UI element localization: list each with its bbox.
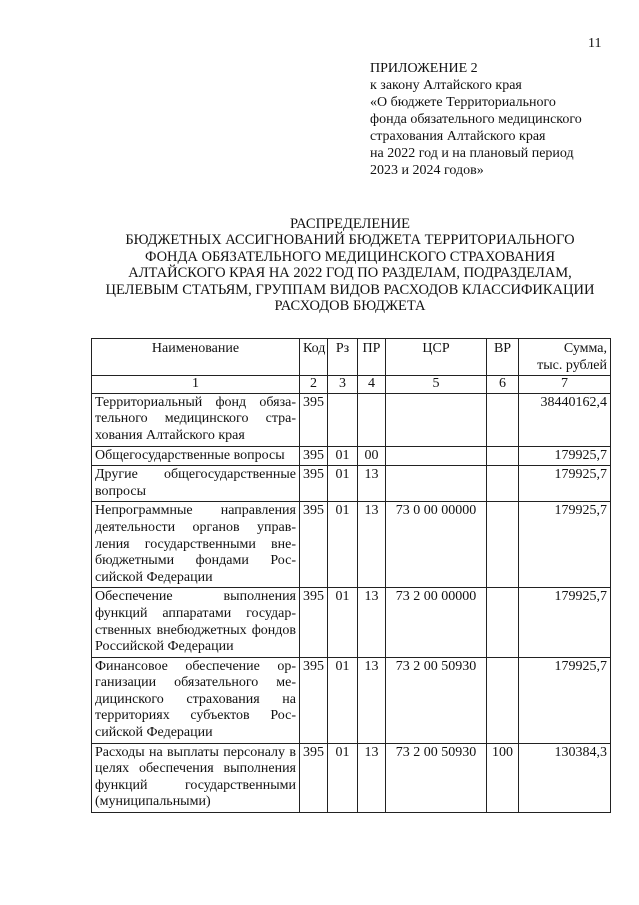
table-row (92, 502, 611, 588)
cell-pr: 13 (358, 657, 386, 743)
cell-pr (358, 393, 386, 446)
header-sum (519, 339, 611, 376)
cell-code: 395 (300, 588, 328, 657)
cell-name: Обеспечение выполнения функций аппаратами государственных внебюджетных фондов Российской Федерации (92, 588, 300, 657)
header-name: Наименование (92, 339, 300, 376)
document-title (60, 216, 639, 314)
cell-code: 395 (300, 502, 328, 588)
cell-rz: 01 (328, 588, 358, 657)
cell-csr (386, 466, 487, 502)
table-row (92, 393, 611, 446)
cell-csr: 73 2 00 00000 (386, 588, 487, 657)
cell-pr: 13 (358, 502, 386, 588)
header-vr: ВР (487, 339, 519, 376)
table-body (92, 393, 611, 812)
cell-pr: 13 (358, 466, 386, 502)
title-line: БЮДЖЕТНЫХ АССИГНОВАНИЙ БЮДЖЕТА ТЕРРИТОРИАЛЬНОГО (125, 232, 575, 249)
title-line: ФОНДА ОБЯЗАТЕЛЬНОГО МЕДИЦИНСКОГО СТРАХОВАНИЯ (144, 248, 556, 265)
cell-rz: 01 (328, 743, 358, 812)
cell-rz (328, 393, 358, 446)
column-number: 7 (519, 376, 611, 394)
header-pr: ПР (358, 339, 386, 376)
appendix-line: 2023 и 2024 годов» (370, 163, 484, 178)
cell-pr: 13 (358, 743, 386, 812)
table-row (92, 657, 611, 743)
cell-csr: 73 0 00 00000 (386, 502, 487, 588)
table-header-row (92, 339, 611, 376)
appendix-header (370, 60, 620, 179)
column-number: 6 (487, 376, 519, 394)
cell-rz: 01 (328, 466, 358, 502)
title-line: АЛТАЙСКОГО КРАЯ НА 2022 ГОД ПО РАЗДЕЛАМ, ПОДРАЗДЕЛАМ, (128, 265, 572, 282)
appendix-line: «О бюджете Территориального (370, 95, 556, 110)
cell-sum: 38440162,4 (519, 393, 611, 446)
header-sum-line1: Сумма, (563, 341, 607, 356)
header-code: Код (300, 339, 328, 376)
column-number-row (92, 376, 611, 394)
header-rz: Рз (328, 339, 358, 376)
cell-sum: 179925,7 (519, 446, 611, 466)
title-line: РАСХОДОВ БЮДЖЕТА (274, 298, 426, 315)
column-number: 3 (328, 376, 358, 394)
cell-vr (487, 466, 519, 502)
table-row (92, 588, 611, 657)
cell-csr: 73 2 00 50930 (386, 743, 487, 812)
cell-sum: 179925,7 (519, 588, 611, 657)
cell-rz: 01 (328, 502, 358, 588)
cell-sum: 179925,7 (519, 502, 611, 588)
cell-vr (487, 446, 519, 466)
cell-vr (487, 393, 519, 446)
cell-code: 395 (300, 466, 328, 502)
cell-vr: 100 (487, 743, 519, 812)
table-row (92, 466, 611, 502)
cell-csr (386, 393, 487, 446)
cell-name: Территориальный фонд обязательного медицинского страхования Алтайского края (92, 393, 300, 446)
appendix-line: страхования Алтайского края (370, 129, 546, 144)
cell-csr (386, 446, 487, 466)
column-number: 2 (300, 376, 328, 394)
table-row (92, 446, 611, 466)
appendix-line: на 2022 год и на плановый период (370, 146, 574, 161)
appendix-line: фонда обязательного медицинского (370, 112, 582, 127)
cell-code: 395 (300, 657, 328, 743)
column-number: 4 (358, 376, 386, 394)
cell-vr (487, 502, 519, 588)
cell-name: Другие общегосударственные вопросы (92, 466, 300, 502)
cell-pr: 00 (358, 446, 386, 466)
cell-vr (487, 588, 519, 657)
column-number: 5 (386, 376, 487, 394)
budget-table (91, 338, 611, 813)
cell-sum: 130384,3 (519, 743, 611, 812)
appendix-line: к закону Алтайского края (370, 78, 522, 93)
cell-sum: 179925,7 (519, 657, 611, 743)
table-row (92, 743, 611, 812)
cell-name: Расходы на выплаты персоналу в целях обеспечения выполнения функций государственными (муниципальными) (92, 743, 300, 812)
column-number: 1 (92, 376, 300, 394)
appendix-line: ПРИЛОЖЕНИЕ 2 (370, 61, 478, 76)
cell-code: 395 (300, 743, 328, 812)
title-line: ЦЕЛЕВЫМ СТАТЬЯМ, ГРУППАМ ВИДОВ РАСХОДОВ КЛАССИФИКАЦИИ (105, 281, 595, 298)
cell-pr: 13 (358, 588, 386, 657)
cell-name: Непрограммные направления деятельности органов управления государственными внебюджетными фондами Российской Федерации (92, 502, 300, 588)
page-number: 11 (588, 36, 602, 51)
header-sum-line2: тыс. рублей (537, 357, 607, 373)
cell-vr (487, 657, 519, 743)
cell-name: Общегосударственные вопросы (92, 446, 300, 466)
cell-rz: 01 (328, 657, 358, 743)
title-line: РАСПРЕДЕЛЕНИЕ (289, 216, 411, 232)
cell-rz: 01 (328, 446, 358, 466)
cell-name: Финансовое обеспечение организации обязательного медицинского страхования на территориях субъектов Российской Федерации (92, 657, 300, 743)
header-csr: ЦСР (386, 339, 487, 376)
cell-csr: 73 2 00 50930 (386, 657, 487, 743)
cell-sum: 179925,7 (519, 466, 611, 502)
cell-code: 395 (300, 393, 328, 446)
cell-code: 395 (300, 446, 328, 466)
